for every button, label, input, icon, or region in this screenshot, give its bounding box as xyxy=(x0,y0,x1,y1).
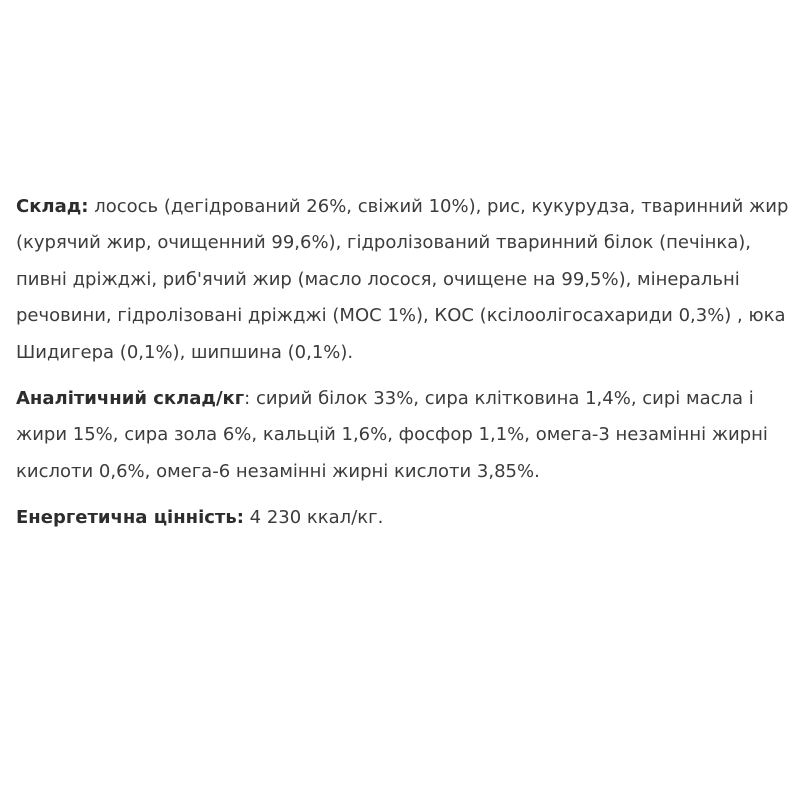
analytical-paragraph xyxy=(16,381,791,490)
analytical-text: : сирий білок 33%, сира клітковина 1,4%, сирі масла і жири 15%, сира зола 6%, кальцій 1,6%, фосфор 1,1%, омега-3 незамінні жирні кислоти 0,6%, омега-6 незамінні жирні кислоти 3,85%. xyxy=(16,388,768,482)
energy-paragraph xyxy=(16,500,791,536)
analytical-label: Аналітичний склад/кг xyxy=(16,388,245,410)
energy-text: 4 230 ккал/кг. xyxy=(243,507,384,529)
composition-label: Склад: xyxy=(16,196,89,217)
product-description xyxy=(16,189,791,537)
composition-text: лосось (дегідрований 26%, свіжий 10%), рис, кукурудза, тваринний жир (курячий жир, очищенний 99,6%), гідролізований тваринний білок (печінка), пивні дріжджі, риб'ячий жир (масло лосося, очищене на 99,5%), мінеральні речовини, гідролізовані дріжджі (МОС 1%), КОС (ксілоолігосахариди 0,3%) , юка Шидигера (0,1%), шипшина (0,1%). xyxy=(16,196,789,363)
energy-label: Енергетична цінність: xyxy=(16,507,244,529)
composition-paragraph xyxy=(16,189,791,371)
